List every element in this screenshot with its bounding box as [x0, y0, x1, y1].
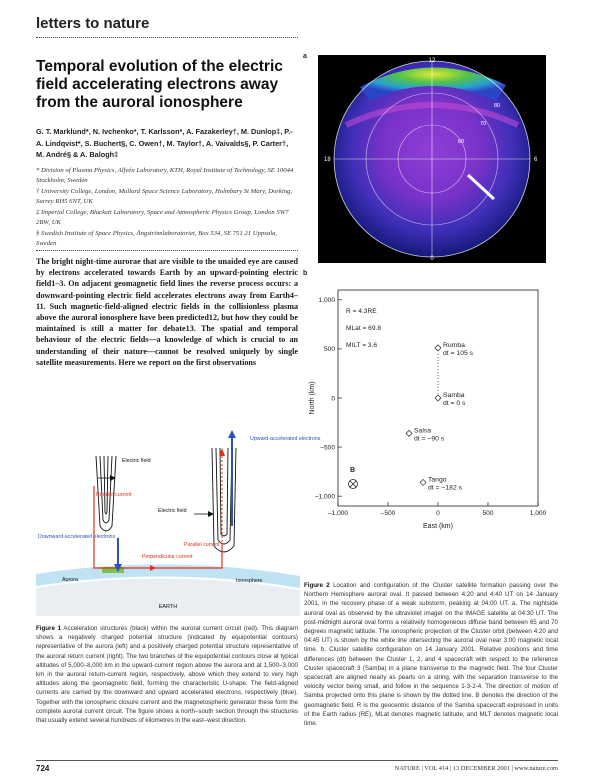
article-authors: G. T. Marklund*, N. Ivchenko*, T. Karlsson*, A. Fazakerley†, M. Dunlop‡, P.-A. Lindqvist*, S. Buchert§, C. Owen†, M. Taylor†, A. Vaivalds§, P. Carter†, M. André§ & A. Balogh‡: [36, 127, 293, 159]
label-electric-field-left: Electric field: [122, 458, 151, 464]
auroral-oval-image: [318, 55, 546, 263]
label-downward-electrons: Downward-accelerated electrons: [38, 534, 116, 540]
mlat-annotation: MLat = 69.8: [346, 325, 382, 332]
y-axis-title: North (km): [309, 381, 316, 415]
x-tick-label: 500: [482, 510, 494, 517]
r-annotation: R = 4.3RE: [346, 308, 377, 315]
y-tick-label: 1,000: [318, 297, 335, 305]
header-divider: [36, 37, 298, 38]
abstract-text: The bright night-time aurorae that are visible to the unaided eye are caused by electrons accelerated towards Earth by an upward-pointing electric field1–3. On adjacent geomagnetic field lines the reverse process occurs: a downward-pointing electric field accelerates electrons away from Earth4–11. Such magnetic-field-aligned electric fields in the collisionless plasma above the auroral ionosphere have been predicted12, but how they could be maintained is still a matter for debate13. The spatial and temporal behaviour of the electric fields—a knowledge of which is crucial to an understanding of their nature—cannot be resolved uniquely by single satellite measurements. Here we report on the first observations: [36, 257, 298, 367]
x-tick-label: –500: [380, 510, 396, 517]
spacecraft-dt-label: dt = 0 s: [443, 400, 466, 407]
y-tick-label: –500: [320, 444, 335, 452]
page-number: 724: [36, 764, 50, 773]
y-tick-label: 500: [323, 346, 335, 354]
affiliation: § Swedish Institute of Space Physics, Ångströmlaboratoriet, Box 534, SE 751 21 Uppsala, Sweden: [36, 230, 278, 247]
panel-a-label: a: [303, 53, 307, 60]
x-tick-label: 0: [436, 510, 440, 517]
upward-electrons-arrow-icon: [228, 430, 236, 438]
y-tick-label: –1,000: [314, 493, 335, 501]
affiliation: ‡ Imperial College, Blackett Laboratory, Space and Atmospheric Physics Group, London SW7 2BW, UK: [36, 209, 289, 226]
spacecraft-name-label: Salsa: [414, 427, 432, 435]
footer-divider: [36, 760, 558, 761]
figure1-caption-title: Figure 1: [36, 625, 62, 632]
label-ionosphere: Ionosphere: [236, 578, 263, 584]
affiliation: * Division of Plasma Physics, Alfvén Laboratory, KTH, Royal Institute of Technology, SE 10044 Stockholm, Sweden: [36, 167, 294, 184]
abstract-divider: [36, 250, 298, 251]
latitude-label-60: 60: [458, 139, 465, 145]
article-title: Temporal evolution of the electric field accelerating electrons away from the auroral ionosphere: [36, 58, 283, 111]
earth-region: [36, 578, 300, 616]
spacecraft-dt-label: dt = −182 s: [428, 484, 463, 492]
x-tick-label: –1,000: [327, 510, 349, 517]
mlt-label-12: 12: [428, 58, 436, 65]
b-field-label: B: [350, 467, 356, 474]
label-electric-field-right: Electric field: [158, 508, 187, 514]
spacecraft-name-label: Rumba: [443, 341, 465, 349]
mlt-annotation: MILT = 3.6: [346, 342, 378, 349]
journal-citation: NATURE | VOL 414 | 13 DECEMBER 2001 | www.nature.com: [394, 765, 558, 772]
affiliations: [36, 166, 298, 250]
spacecraft-dt-label: dt = 105 s: [443, 349, 474, 357]
spacecraft-point: [435, 345, 441, 351]
latitude-label-70: 70: [480, 121, 487, 127]
spacecraft-name-label: Tango: [428, 476, 447, 484]
figure1-caption: [36, 624, 298, 725]
mlt-label-0: 0: [430, 256, 434, 262]
cluster-configuration-chart: [302, 270, 552, 540]
label-upward-electrons: Upward-accelerated electrons: [250, 436, 321, 442]
spacecraft-point: [435, 395, 441, 401]
spacecraft-dt-label: dt = −90 s: [414, 435, 445, 443]
figure1-caption-text: Acceleration structures (black) within the auroral current circuit (red). This diagram shows a negatively charged potential structure (indicated by equipotential contours) representative of the aurora (left) and a positively charged potential structure representative of the auroral return current (right). The two branches of the equipotential contours close at typical altitudes of 5,000–8,000 km in the upward-current region above the aurora and at 1,500–3,000 km in the auroral return-current region, respectively, above which they extend to very high altitudes along the geomagnetic field, forming the characteristic U-shape. The field-aligned currents are carried by the downward and upward accelerated electrons, respectively (blue). Together with the ionospheric closure current and the magnetospheric generator these form the complete auroral current circuit. The figure shows a north–south section through the structures that usually extend several hundreds of kilometres in the east–west direction.: [36, 625, 298, 725]
panel-b-label: b: [303, 270, 308, 277]
label-parallel-current-left: Parallel current: [96, 492, 132, 498]
figure2-caption-title: Figure 2: [304, 582, 330, 589]
figure2-caption-text: Location and configuration of the Cluster satellite formation passing over the Northern Hemisphere auroral oval. It passed between 4:20 and 4:40 UT on 14 January 2001, in the recovery phase of a weak substorm, peaking at 04:00 UT. a, The nightside auroral oval as observed by the ultraviolet imager on the IMAGE satellite at 04:30 UT. The post-midnight auroral oval forms a relatively homogeneous diffuse band between 65 and 70 degrees magnetic latitude. The ionospheric projection of the Cluster orbit (between 4:20 and 04:45 UT) is shown by the white line intersecting the auroral oval near 3:00 magnetic local time. b, Cluster satellite configuration on 14 January 2001. Relative positions and time differences (dt) between the Cluster 1, 2, and 4 spacecraft with respect to the reference Cluster spacecraft 3 (Samba) in a plane transverse to the magnetic field. The four Cluster spacecraft are aligned nearly as pearls on a string, with the separation transverse to the velocity vector being small, and follow in the sequence 1-3-2-4. The direction of motion of Samba projected onto this plane is shown by the dotted line. B denotes the direction of the geomagnetic field. R is the geocentric distance of the Samba spacecraft expressed in units of the Earth radius (RE), MLat denotes magnetic latitude, and MLT denotes magnetic local time.: [304, 582, 558, 728]
label-parallel-current-right: Parallel current: [184, 542, 220, 548]
section-header: letters to nature: [36, 15, 150, 32]
label-aurora: Aurora: [62, 577, 78, 583]
label-perpendicular-current: Perpendicular current: [142, 554, 193, 560]
label-earth: EARTH: [158, 604, 178, 610]
latitude-label-80: 80: [494, 103, 501, 109]
spacecraft-point: [420, 479, 426, 485]
figure2-caption: [304, 581, 558, 728]
spacecraft-point: [406, 430, 412, 436]
y-tick-label: 0: [331, 395, 335, 403]
spacecraft-name-label: Samba: [443, 392, 465, 399]
mlt-label-18: 18: [324, 157, 331, 163]
x-tick-label: 1,000: [529, 510, 547, 517]
mlt-label-6: 6: [534, 157, 538, 163]
affiliation: † University College, London, Mullard Space Science Laboratory, Holmbury St Mary, Dorking, Surrey RH5 6NT, UK: [36, 188, 293, 205]
x-axis-title: East (km): [423, 523, 453, 530]
